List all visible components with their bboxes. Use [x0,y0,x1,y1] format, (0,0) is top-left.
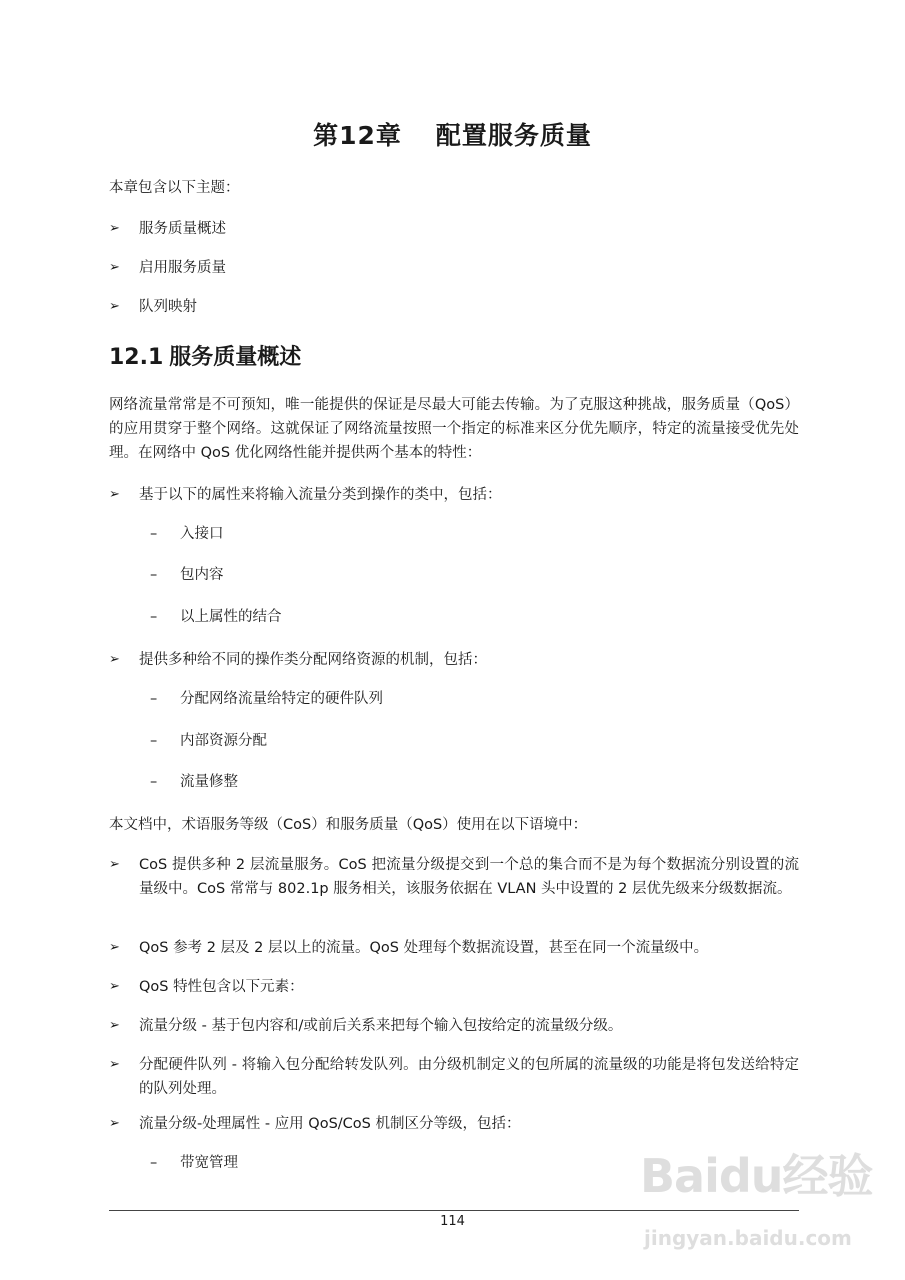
term-item [109,975,799,999]
dash-icon: – [150,609,158,625]
term-item [109,1053,799,1101]
dash-icon: – [150,733,158,749]
bullet-arrow-icon: ➢ [109,979,120,994]
dash-icon: – [150,1155,158,1171]
term-label: QoS 特性包含以下元素： [139,979,304,995]
bullet-arrow-icon: ➢ [109,652,120,667]
chapter-title [0,116,905,152]
dash-icon: – [150,691,158,707]
sub-item [150,770,790,794]
feature-item [109,483,799,507]
chapter-name: 配置服务质量 [435,121,592,150]
bullet-arrow-icon: ➢ [109,940,120,955]
topic-label: 服务质量概述 [139,221,226,237]
paragraph-overview: 网络流量常常是不可预知，唯一能提供的保证是尽最大可能去传输。为了克服这种挑战，服务质量（QoS）的应用贯穿于整个网络。这就保证了网络流量按照一个指定的标准来区分优先顺序，特定的流量接受优先处理。在网络中 QoS 优化网络性能并提供两个基本的特性： [109,397,799,461]
topic-label: 启用服务质量 [139,260,226,276]
feature-label: 提供多种给不同的操作类分配网络资源的机制，包括： [139,652,487,668]
term-item [109,853,799,901]
feature-label: 基于以下的属性来将输入流量分类到操作的类中，包括： [139,487,502,503]
topic-item [109,295,799,319]
sub-label: 包内容 [180,567,224,583]
sub-label: 入接口 [180,526,224,542]
bullet-arrow-icon: ➢ [109,221,120,236]
sub-item [150,605,790,629]
sub-label: 带宽管理 [180,1155,238,1171]
watermark-logo: Baidu经验 [640,1149,873,1203]
term-label: 流量分级 - 基于包内容和/或前后关系来把每个输入包按给定的流量级分级。 [139,1018,623,1034]
footer-divider [109,1210,799,1211]
topic-item [109,217,799,241]
bullet-arrow-icon: ➢ [109,1057,120,1072]
bullet-arrow-icon: ➢ [109,857,120,872]
term-item [109,1112,799,1136]
sub-item [150,522,790,546]
bullet-arrow-icon: ➢ [109,299,120,314]
term-label: QoS 参考 2 层及 2 层以上的流量。QoS 处理每个数据流设置，甚至在同一个流量级中。 [139,940,709,956]
bullet-arrow-icon: ➢ [109,1116,120,1131]
paragraph-terms: 本文档中，术语服务等级（CoS）和服务质量（QoS）使用在以下语境中： [109,817,588,833]
dash-icon: – [150,774,158,790]
term-label: 流量分级-处理属性 - 应用 QoS/CoS 机制区分等级，包括： [139,1116,521,1132]
term-item [109,936,799,960]
topic-label: 队列映射 [139,299,197,315]
feature-item [109,648,799,672]
sub-item [150,563,790,587]
topic-item [109,256,799,280]
intro-text: 本章包含以下主题： [109,180,240,196]
chapter-number: 第12章 [313,121,402,150]
term-label: 分配硬件队列 - 将输入包分配给转发队列。由分级机制定义的包所属的流量级的功能是将包发送给特定的队列处理。 [139,1057,799,1097]
section-heading [109,340,301,371]
bullet-arrow-icon: ➢ [109,260,120,275]
bullet-arrow-icon: ➢ [109,1018,120,1033]
bullet-arrow-icon: ➢ [109,487,120,502]
watermark-url: jingyan.baidu.com [644,1226,852,1250]
term-item [109,1014,799,1038]
term-label: CoS 提供多种 2 层流量服务。CoS 把流量分级提交到一个总的集合而不是为每个数据流分别设置的流量级中。CoS 常常与 802.1p 服务相关，该服务依据在 VLAN 头中设置的 2 层优先级来分级数据流。 [139,857,799,897]
section-name: 服务质量概述 [169,345,302,370]
sub-label: 内部资源分配 [180,733,267,749]
section-number: 12.1 [109,345,164,370]
sub-item [150,729,790,753]
page-number: 114 [440,1214,465,1229]
sub-label: 分配网络流量给特定的硬件队列 [180,691,383,707]
baidu-watermark [640,1140,890,1270]
sub-label: 流量修整 [180,774,238,790]
dash-icon: – [150,567,158,583]
dash-icon: – [150,526,158,542]
sub-label: 以上属性的结合 [180,609,282,625]
sub-item [150,687,790,711]
